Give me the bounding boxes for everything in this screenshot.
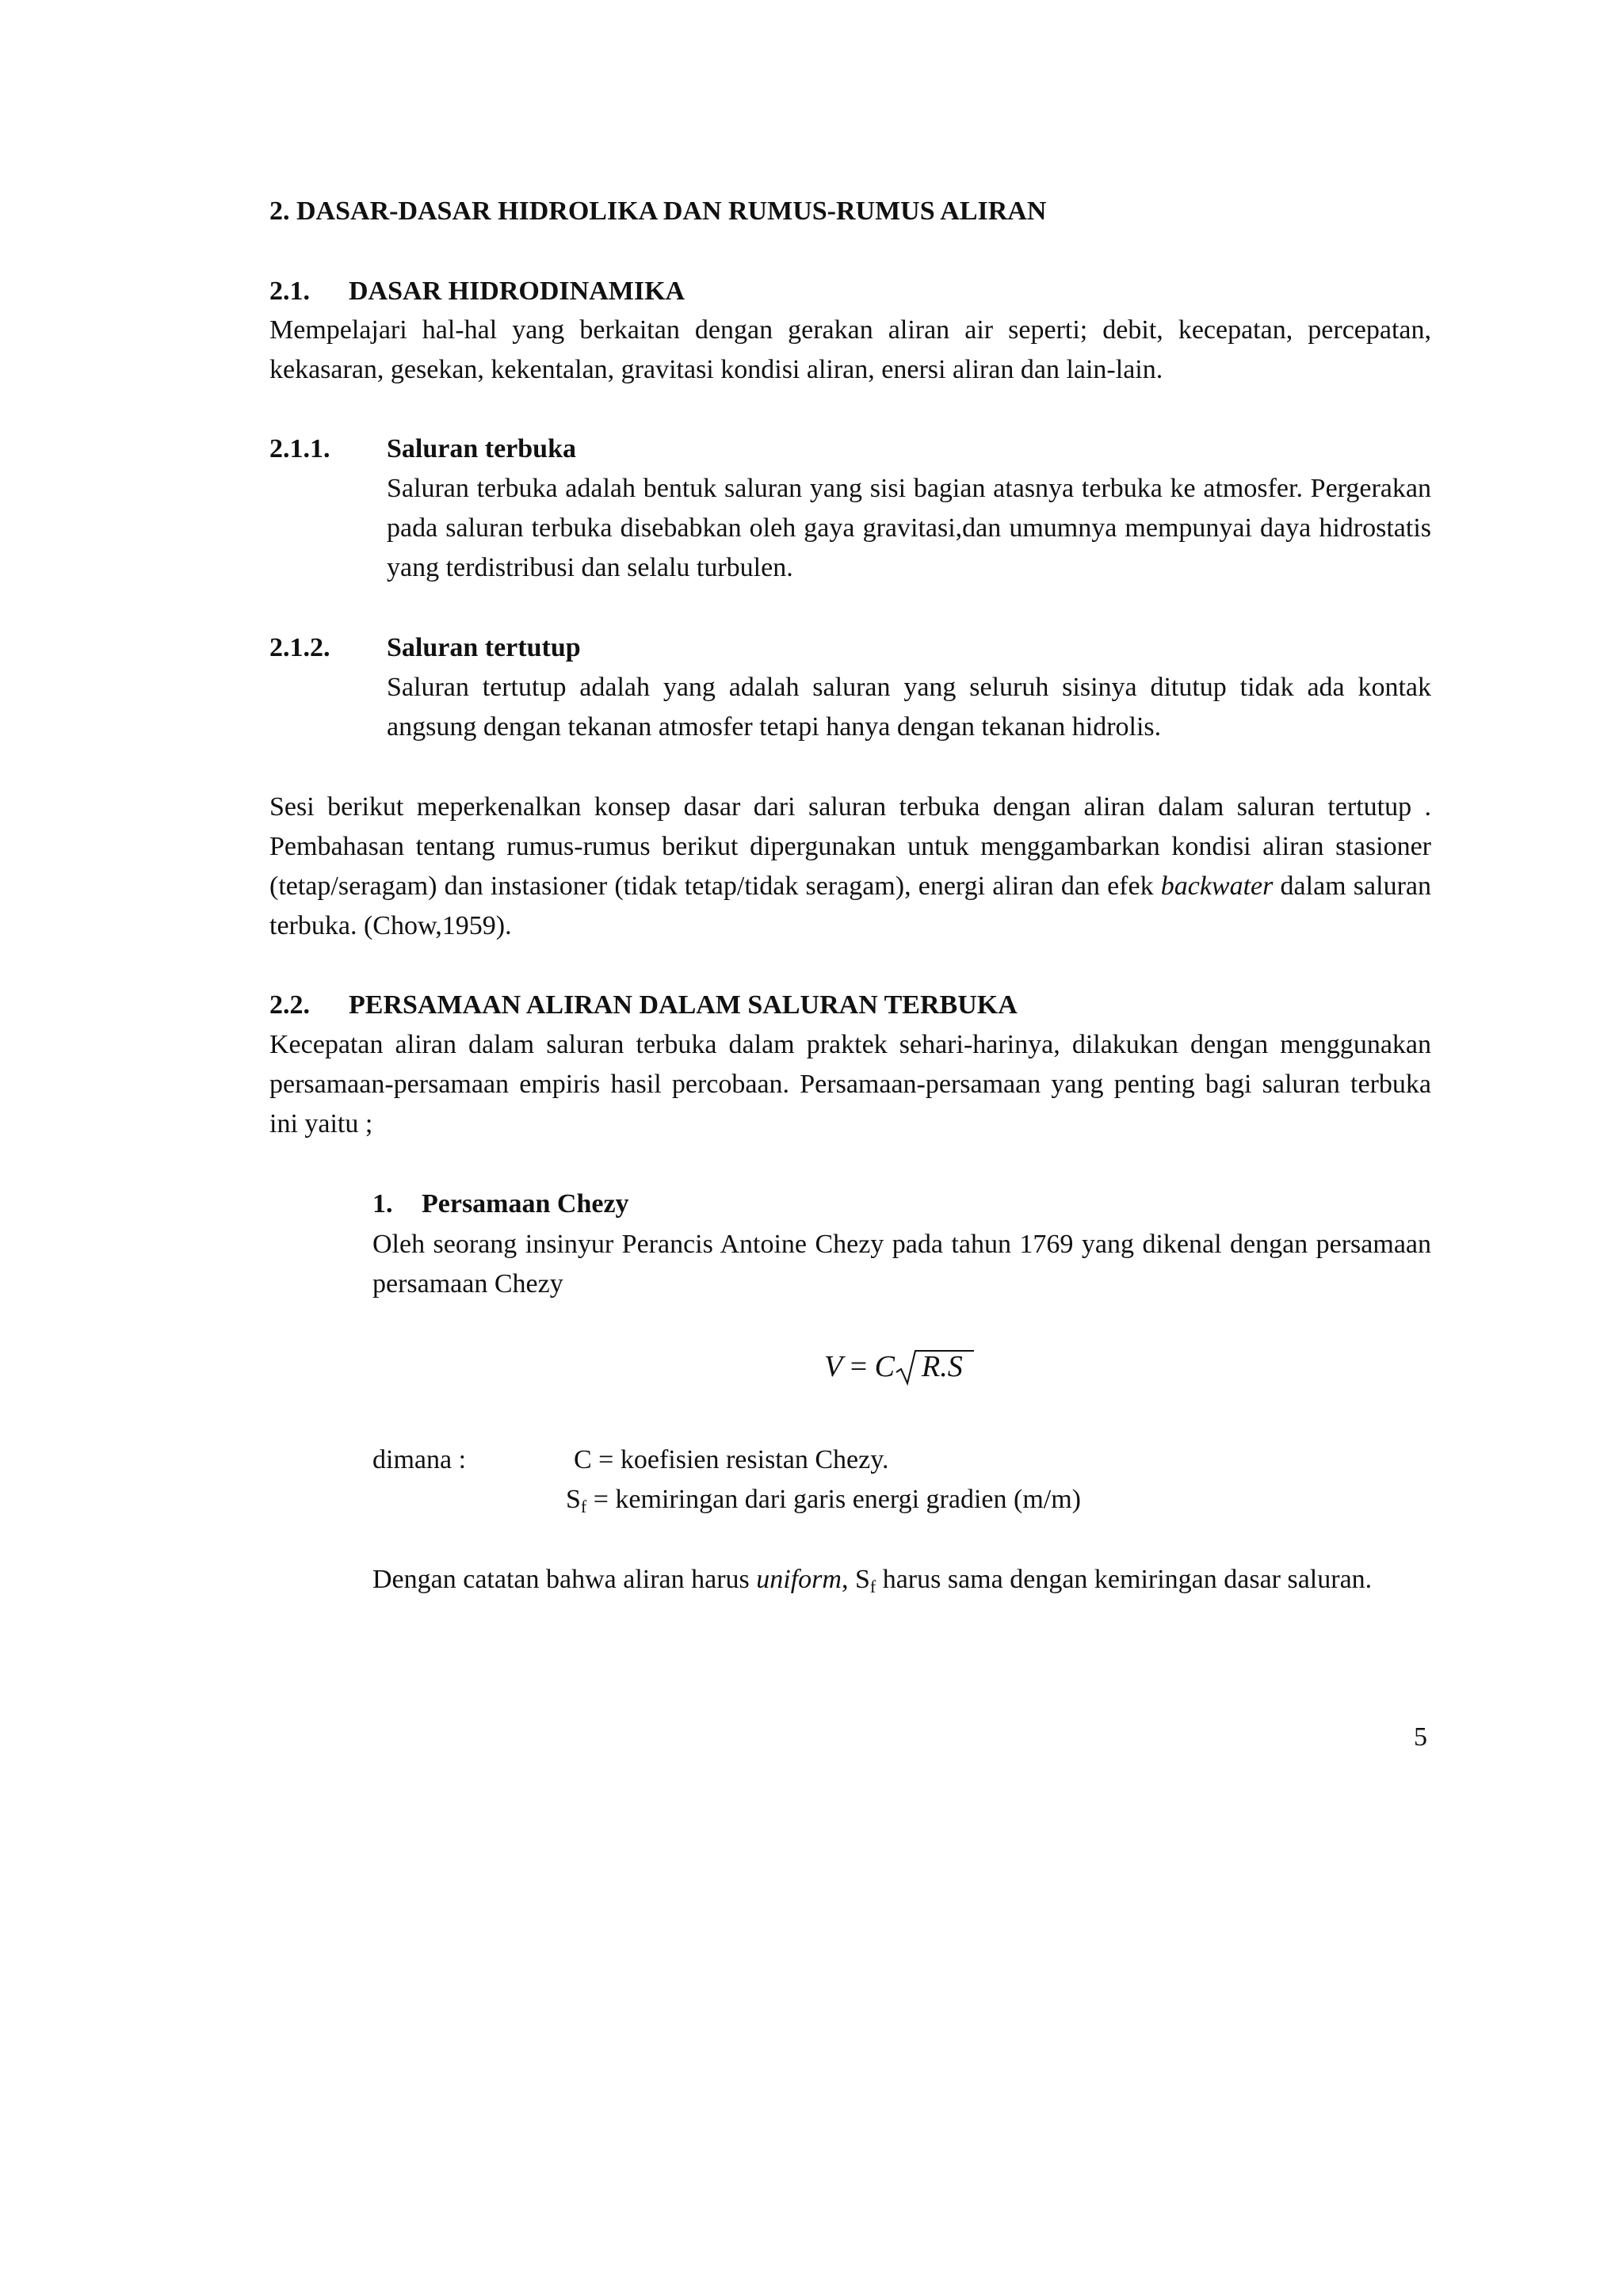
- section-2-2-number: 2.2.: [269, 990, 310, 1020]
- subsection-2-1-2-body: Saluran tertutup adalah yang adalah saluran yang seluruh sisinya ditutup tidak ada kontak angsung dengan tekanan atmosfer tetapi hanya dengan tekanan hidrolis.: [387, 673, 1431, 742]
- sf-symbol: S: [566, 1485, 581, 1514]
- equation-1-body: Oleh seorang insinyur Perancis Antoine Chezy pada tahun 1769 yang dikenal dengan persamaan persamaan Chezy: [372, 1230, 1431, 1299]
- equation-1-title: Persamaan Chezy: [422, 1189, 629, 1219]
- section-2-2-body: Kecepatan aliran dalam saluran terbuka dalam praktek sehari-harinya, dilakukan dengan menggunakan persamaan-persamaan empiris hasil percobaan. Persamaan-persamaan yang penting bagi saluran terbuka ini yaitu ;: [269, 1030, 1431, 1138]
- sf-subscript: f: [580, 1497, 587, 1516]
- intro-text-end: dalam saluran terbuka. (Chow,1959).: [269, 871, 1431, 940]
- section-2-2-heading: [269, 986, 1458, 1025]
- formula-lhs: V: [824, 1350, 843, 1383]
- where-sf-definition: [566, 1480, 1081, 1520]
- chezy-formula: [824, 1347, 963, 1386]
- section-2-1-title: DASAR HIDRODINAMIKA: [349, 277, 685, 306]
- subsection-2-1-2-number: 2.1.2.: [269, 633, 330, 662]
- formula-radicand: R.S: [922, 1350, 963, 1383]
- formula-equals: =: [842, 1350, 875, 1383]
- note-symbol: , S: [841, 1565, 870, 1594]
- note-italic-term: uniform: [756, 1565, 842, 1594]
- note-text-start: Dengan catatan bahwa aliran harus: [372, 1565, 757, 1594]
- section-2-1-number: 2.1.: [269, 277, 310, 306]
- subsection-2-1-2-title: Saluran tertutup: [387, 633, 581, 662]
- chapter-title: 2. DASAR-DASAR HIDROLIKA DAN RUMUS-RUMUS ALIRAN: [269, 196, 1047, 226]
- formula-c: C: [874, 1350, 896, 1383]
- intro-text-start: Sesi berikut meperkenalkan konsep dasar dari saluran terbuka dengan aliran dalam saluran tertutup . Pembahasan tentang rumus-rumus berikut dipergunakan untuk menggambarkan kondisi aliran stasioner (tetap/seragam) dan instasioner (tidak tetap/tidak seragam), energi aliran dan efek: [269, 792, 1431, 901]
- note-text-end: harus sama dengan kemiringan dasar saluran.: [876, 1565, 1373, 1594]
- subsection-2-1-1-number: 2.1.1.: [269, 434, 330, 463]
- note-subscript: f: [869, 1577, 876, 1596]
- where-label: dimana :: [372, 1445, 467, 1474]
- section-2-1-body: Mempelajari hal-hal yang berkaitan dengan gerakan aliran air seperti; debit, kecepatan, percepatan, kekasaran, gesekan, kekentalan, gravitasi kondisi aliran, enersi aliran dan lain-lain.: [269, 315, 1431, 384]
- sf-definition-text: = kemiringan dari garis energi gradien (m/m): [586, 1485, 1081, 1514]
- equation-1-heading: [372, 1184, 629, 1224]
- equation-1-number: 1.: [372, 1189, 393, 1219]
- page-number: 5: [1414, 1722, 1427, 1752]
- section-2-2-title: PERSAMAAN ALIRAN DALAM SALURAN TERBUKA: [349, 990, 1018, 1020]
- sqrt-sign-icon: [895, 1348, 974, 1388]
- subsection-2-1-1-body: Saluran terbuka adalah bentuk saluran yang sisi bagian atasnya terbuka ke atmosfer. Pergerakan pada saluran terbuka disebabkan oleh gaya gravitasi,dan umumnya mempunyai daya hidrostatis yang terdistribusi dan selalu turbulen.: [387, 474, 1431, 582]
- intro-paragraph: [269, 788, 1431, 946]
- intro-italic-term: backwater: [1160, 871, 1274, 901]
- section-2-1-heading: [269, 272, 1458, 311]
- where-c-definition: C = koefisien resistan Chezy.: [574, 1445, 889, 1474]
- uniform-flow-note: [372, 1560, 1431, 1600]
- formula-sqrt: [898, 1347, 963, 1386]
- subsection-2-1-1-title: Saluran terbuka: [387, 434, 576, 463]
